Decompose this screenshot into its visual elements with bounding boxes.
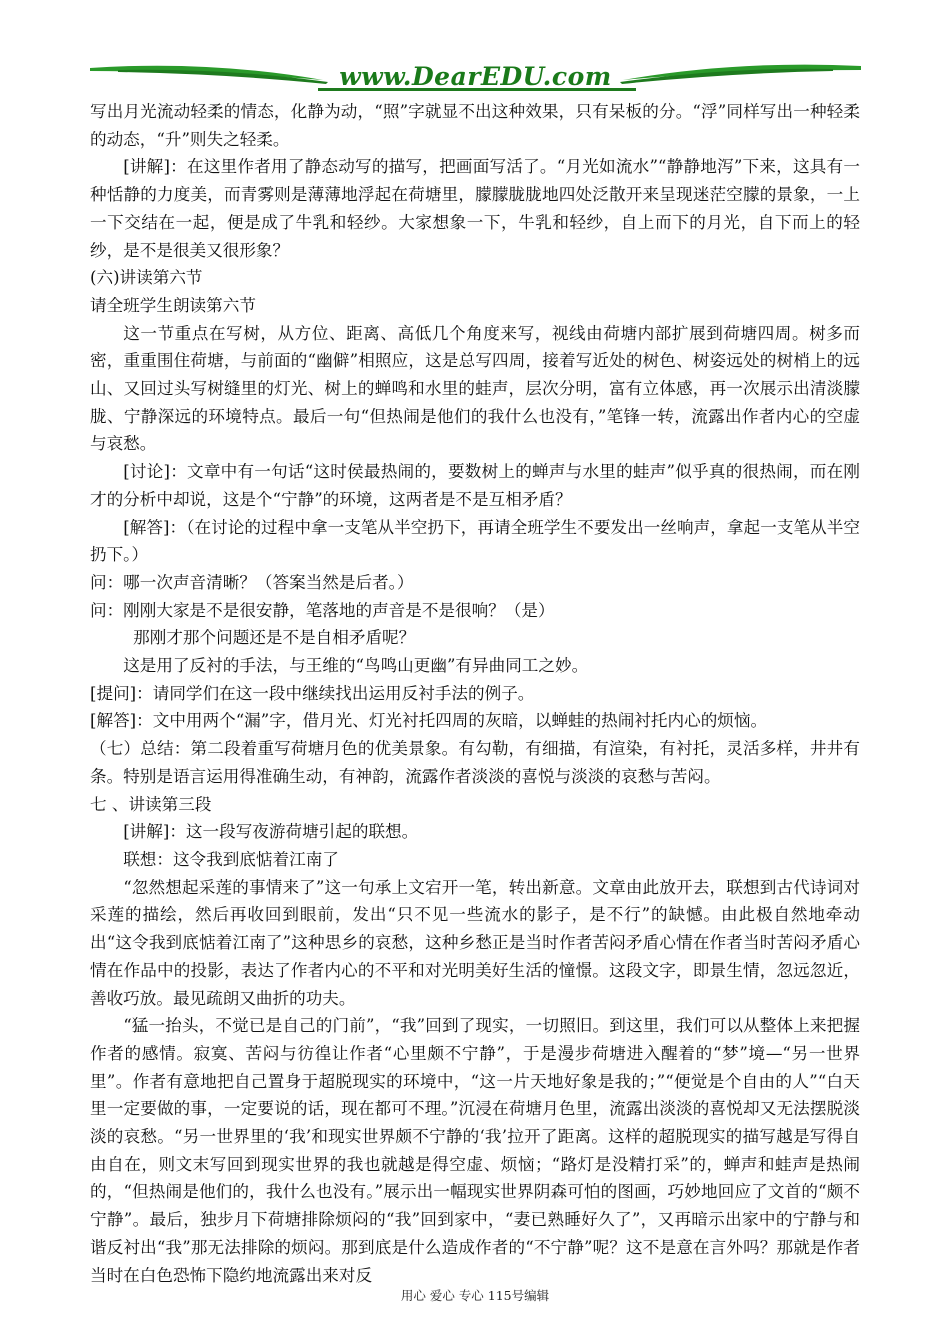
paragraph: 联想：这令我到底惦着江南了 (123, 849, 339, 869)
section-heading: 七 、讲读第三段 (90, 794, 212, 814)
site-logo-text: www.DearEDU.com (339, 62, 612, 91)
section-heading: (六)讲读第六节 (90, 268, 203, 288)
paragraph: 问：刚刚大家是不是很安静，笔落地的声音是不是很响？（是） (90, 600, 555, 620)
site-header-banner (88, 58, 863, 98)
paragraph: 写出月光流动轻柔的情态，化静为动，“照”字就显不出这种效果，只有呆板的分。“浮”同样写出一种轻柔的动态，“升”则失之轻柔。 (90, 102, 860, 149)
paragraph: [讨论]：文章中有一句话“这时侯最热闹的，要数树上的蝉声与水里的蛙声”似乎真的很热闹，而在刚才的分析中却说，这是个“宁静”的环境，这两者是不是互相矛盾？ (90, 462, 860, 509)
paragraph: 那刚才那个问题还是不是自相矛盾呢？ (133, 628, 416, 648)
paragraph: 这一节重点在写树，从方位、距离、高低几个角度来写，视线由荷塘内部扩展到荷塘四周。树多而密，重重围住荷塘，与前面的“幽僻”相照应，这是总写四周，接着写近处的树色、树姿远处的树梢上的远山、又回过头写树缝里的灯光、树上的蝉鸣和水里的蛙声，层次分明，富有立体感，再一次展示出清淡朦胧、宁静深远的环境特点。最后一句“但热闹是他们的我什么也没有，”笔锋一转，流露出作者内心的空虚与哀愁。 (90, 323, 860, 454)
paragraph: [讲解]：这一段写夜游荷塘引起的联想。 (123, 822, 419, 842)
paragraph: 请全班学生朗读第六节 (90, 295, 256, 315)
paragraph: 这是用了反衬的手法，与王维的“鸟鸣山更幽”有异曲同工之妙。 (123, 656, 589, 676)
paragraph: [提问]：请同学们在这一段中继续找出运用反衬手法的例子。 (90, 683, 535, 703)
page-footer: 用心 爱心 专心 115号编辑 (400, 1288, 550, 1303)
paragraph: “猛一抬头，不觉已是自己的门前”，“我”回到了现实，一切照旧。到这里，我们可以从整体上来把握作者的感情。寂寞、苦闷与彷徨让作者“心里颇不宁静”，于是漫步荷塘进入醒着的“梦”境—“另一世界里”。作者有意地把自己置身于超脱现实的环境中，“这一片天地好象是我的；”“便觉是个自由的人”“白天里一定要做的事，一定要说的话，现在都可不理。”沉浸在荷塘月色里，流露出淡淡的喜悦却又无法摆脱淡淡的哀愁。“另一世界里的‘我’和现实世界颇不宁静的‘我’拉开了距离。这样的超脱现实的描写越是写得自由自在，则文末写回到现实世界的我也就越是得空虚、烦恼；“路灯是没精打采”的，蝉声和蛙声是热闹的，“但热闹是他们的，我什么也没有。”展示出一幅现实世界阴森可怕的图画，巧妙地回应了文首的“颇不宁静”。最后，独步月下荷塘排除烦闷的“我”回到家中，“妻已熟睡好久了”，又再暗示出家中的宁静与和谐反衬出“我”那无法排除的烦闷。那到底是什么造成作者的“不宁静”呢？这不是意在言外吗？那就是作者当时在白色恐怖下隐约地流露出来对反 (90, 1016, 860, 1285)
paragraph: “忽然想起采莲的事情来了”这一句承上文宕开一笔，转出新意。文章由此放开去，联想到古代诗词对采莲的描绘，然后再收回到眼前，发出“只不见一些流水的影子，是不行”的缺憾。由此极自然地牵动出“这令我到底惦着江南了”这种思乡的哀愁，这种乡愁正是当时作者苦闷矛盾心情在作者当时苦闷矛盾心情在作品中的投影，表达了作者内心的不平和对光明美好生活的憧憬。这段文字，即景生情，忽远忽近，善收巧放。最见疏朗又曲折的功夫。 (90, 877, 860, 1008)
paragraph: [解答]：文中用两个“漏”字，借月光、灯光衬托四周的灰暗，以蝉蛙的热闹衬托内心的烦恼。 (90, 711, 768, 731)
paragraph: [解答]：（在讨论的过程中拿一支笔从半空扔下，再请全班学生不要发出一丝响声，拿起一支笔从半空扔下。） (90, 517, 860, 565)
article-body (90, 98, 860, 1289)
paragraph: 问：哪一次声音清晰？（答案当然是后者。） (90, 572, 414, 592)
paragraph: [讲解]：在这里作者用了静态动写的描写，把画面写活了。“月光如流水”“静静地泻”下来，这具有一种恬静的力度美，而青雾则是薄薄地浮起在荷塘里，朦朦胧胧地四处泛散开来呈现迷茫空朦的景象，一上一下交结在一起，便是成了牛乳和轻纱。大家想象一下，牛乳和轻纱，自上而下的月光，自下而上的轻纱，是不是很美又很形象？ (90, 157, 860, 260)
paragraph: （七）总结：第二段着重写荷塘月色的优美景象。有勾勒，有细描，有渲染，有衬托，灵活多样，井井有条。特别是语言运用得准确生动，有神韵，流露作者淡淡的喜悦与淡淡的哀愁与苦闷。 (90, 739, 860, 786)
